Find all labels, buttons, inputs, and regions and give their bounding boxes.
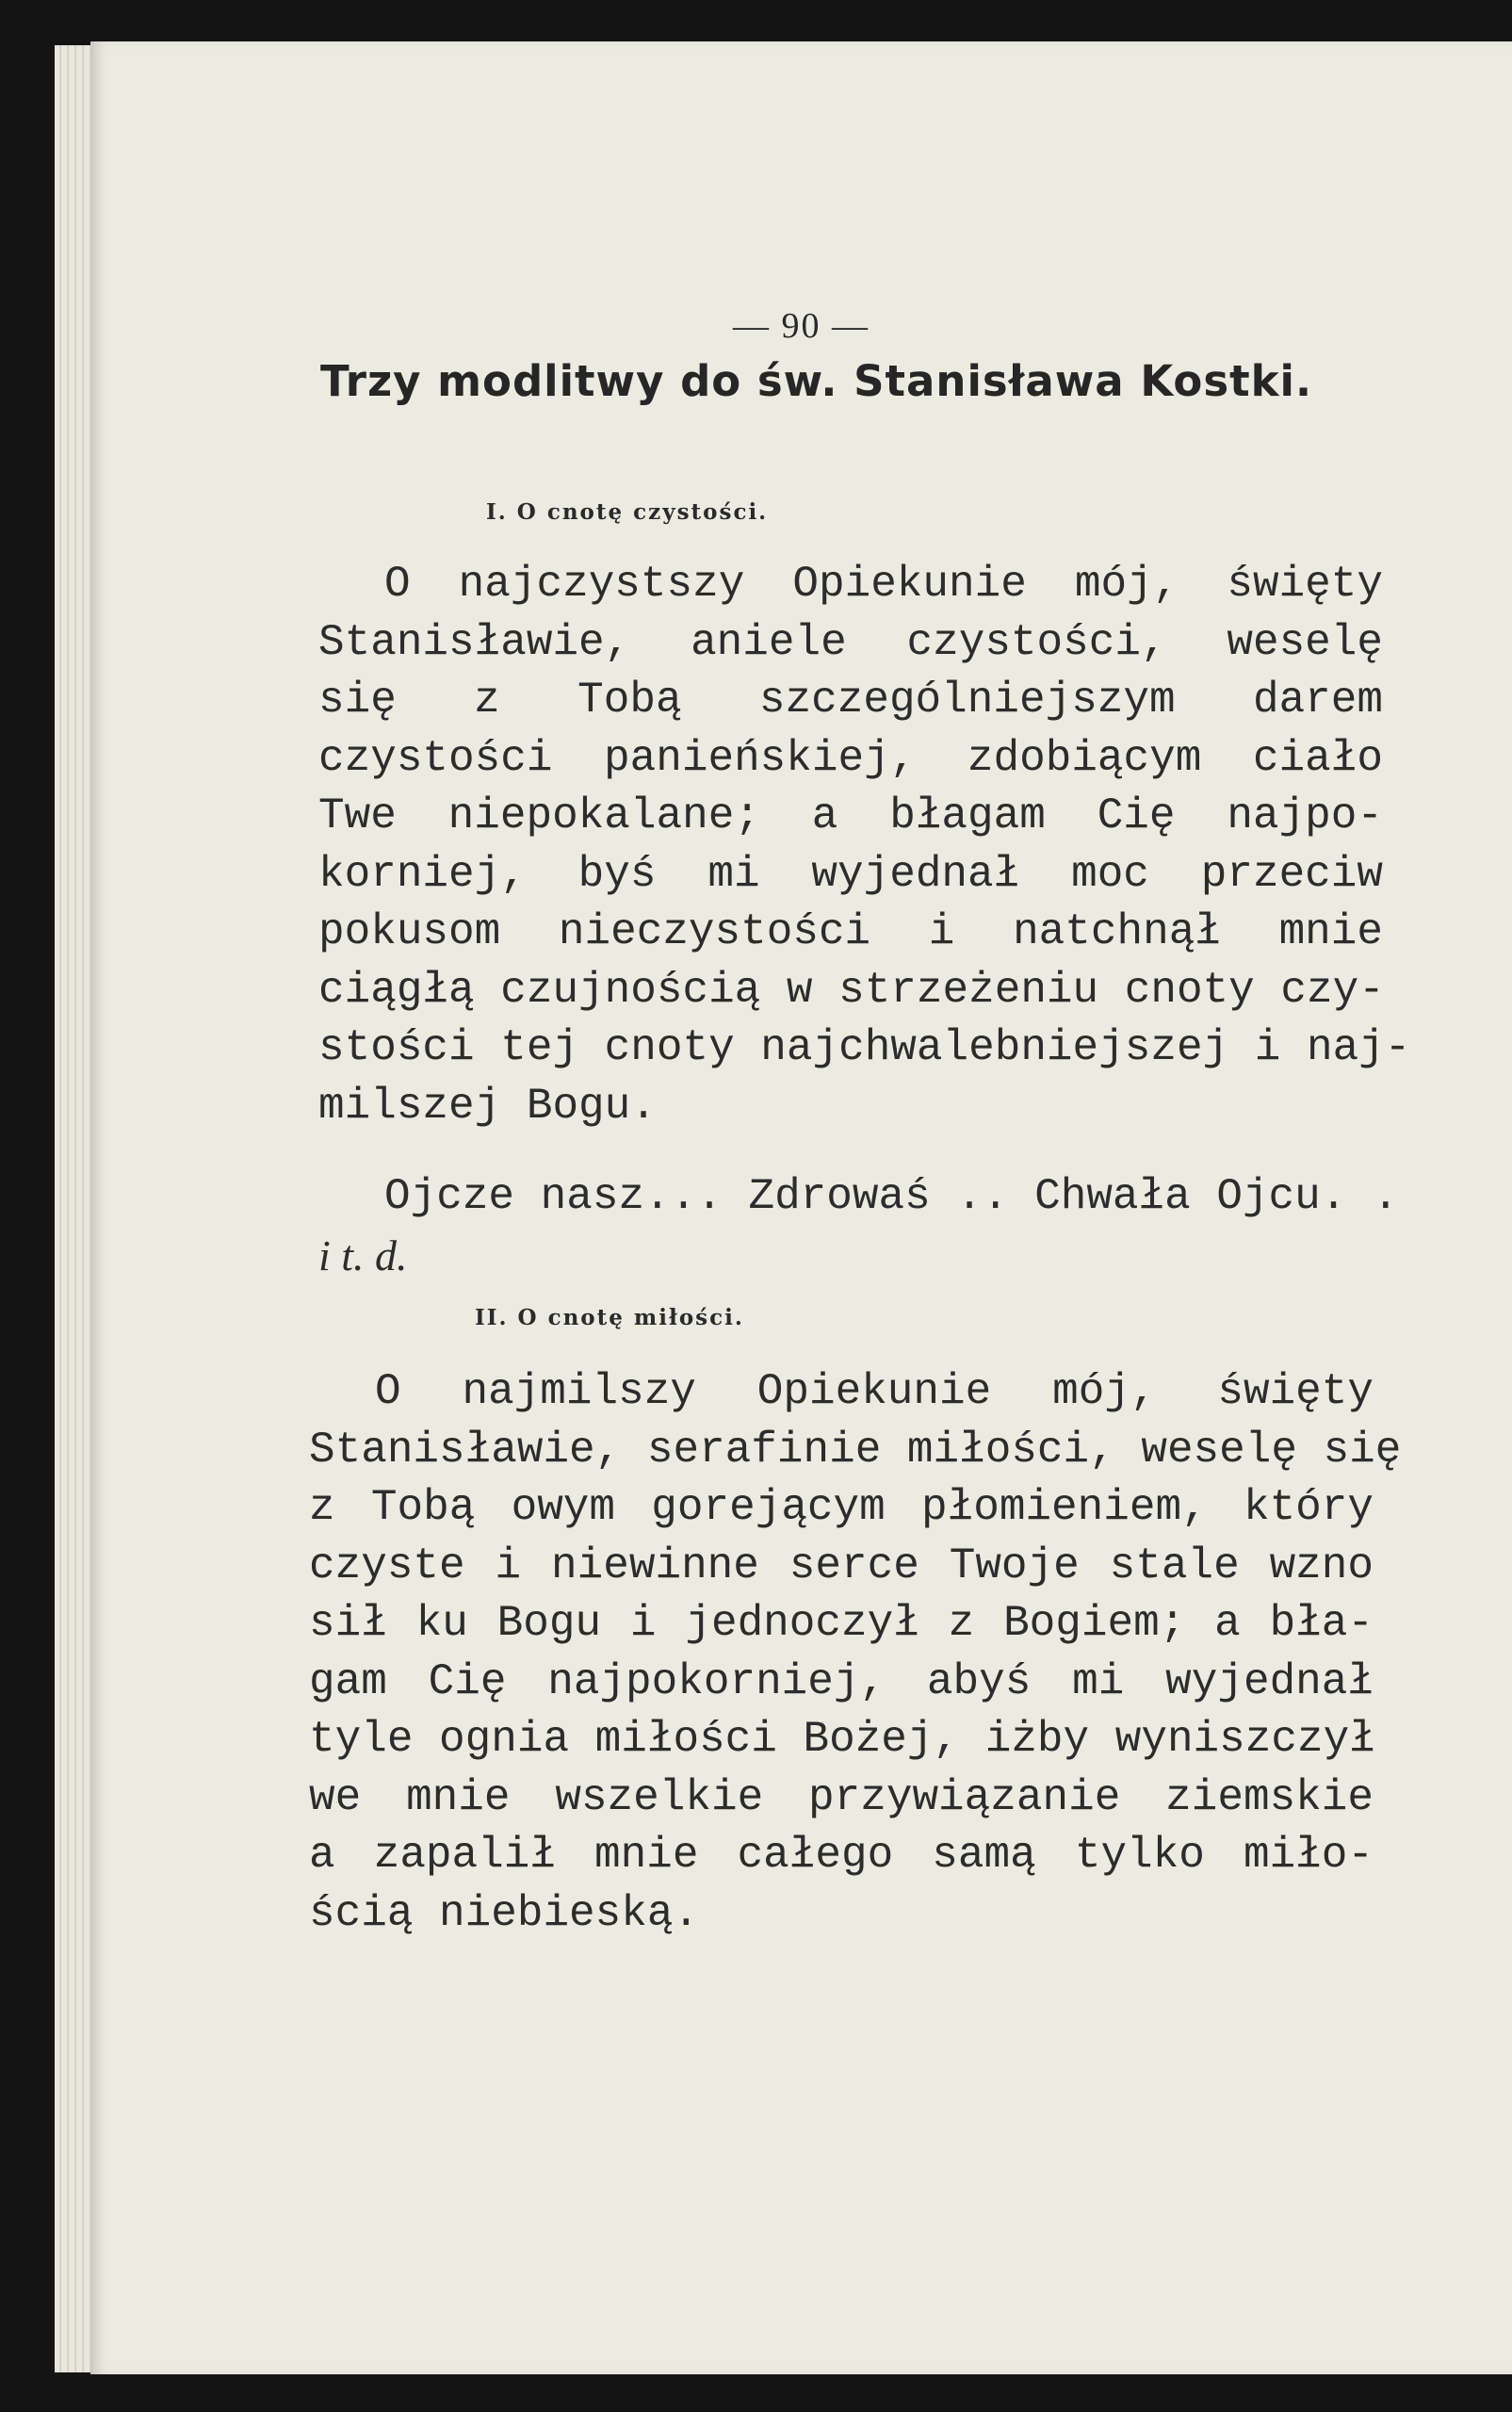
section-heading-2: II. O cnotę miłości. [475,1305,744,1330]
page-title: Trzy modlitwy do św. Stanisława Kostki. [320,356,1313,406]
text-line: O najmilszy Opiekunie mój, święty [375,1367,1374,1416]
text-line: we mnie wszelkie przywiązanie ziemskie [309,1772,1374,1822]
section-heading-1: I. O cnotę czystości. [486,499,769,525]
text-line: ścią niebieską. [309,1888,700,1938]
text-line: sił ku Bogu i jednoczył z Bogiem; a bła- [309,1599,1374,1648]
text-line: stości tej cnoty najchwalebniejszej i naj- [318,1023,1411,1072]
text-line: czystości panieńskiej, zdobiącym ciało [318,733,1383,783]
text-line: Twe niepokalane; a błagam Cię najpo- [318,791,1383,840]
text-line: z Tobą owym gorejącym płomieniem, który [309,1483,1374,1532]
text-line: się z Tobą szczególniejszym darem [318,676,1383,725]
text-line: Stanisławie, aniele czystości, weselę [318,617,1383,667]
closing-line: Ojcze nasz... Zdrowaś .. Chwała Ojcu. . [384,1172,1399,1221]
text-line: pokusom nieczystości i natchnął mnie [318,907,1383,956]
text-line: Stanisławie, serafinie miłości, weselę się [309,1425,1402,1475]
page-number: — 90 — [733,306,870,346]
text-line: czyste i niewinne serce Twoje stale wzno [309,1540,1374,1590]
prayer-paragraph-1 [318,556,1411,1135]
prayer-closing [318,1168,1399,1284]
text-line: a zapalił mnie całego samą tylko miło- [309,1831,1374,1880]
text-line: korniej, byś mi wyjednał moc przeciw [318,849,1383,899]
text-line: O najczystszy Opiekunie mój, święty [384,560,1383,609]
text-line: milszej Bogu. [318,1081,657,1131]
text-line: gam Cię najpokorniej, abyś mi wyjednał [309,1656,1374,1706]
text-line: ciągłą czujnością w strzeżeniu cnoty czy- [318,965,1385,1015]
closing-italic: i t. d. [318,1230,408,1279]
text-line: tyle ognia miłości Bożej, iżby wyniszczył [309,1715,1375,1764]
prayer-paragraph-2 [309,1363,1402,1943]
